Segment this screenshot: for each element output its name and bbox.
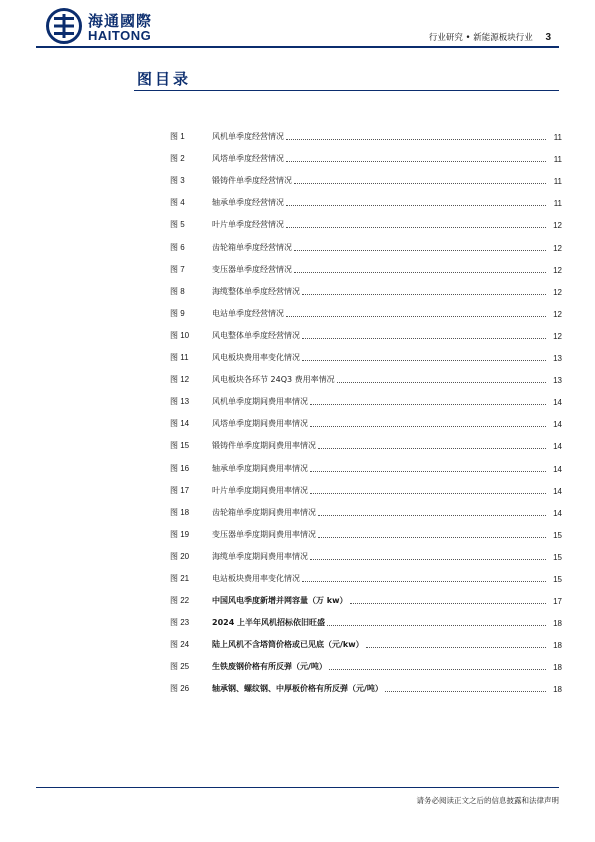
figure-title: 变压器单季度期间费用率情况 [212,529,316,539]
figure-number: 图 20 [170,551,190,561]
figure-number: 图 24 [170,640,190,650]
figure-number: 图 11 [170,353,189,363]
leader-dots [310,425,546,427]
haitong-logo-icon [46,8,82,44]
figure-number: 图 22 [170,596,190,606]
leader-dots [302,293,546,295]
figure-title: 生铁废钢价格有所反弹（元/吨） [212,662,327,672]
figure-page-number: 15 [553,552,562,562]
toc-entry[interactable] [170,363,562,385]
figure-title: 风机单季度经营情况 [212,132,284,142]
figure-page-number: 14 [553,464,562,474]
toc-entry[interactable] [170,253,562,275]
figure-number: 图 5 [170,220,185,230]
toc-entry[interactable] [170,474,562,496]
toc-entry[interactable] [170,407,562,429]
leader-dots [286,138,546,140]
header-divider [36,46,559,48]
figure-number: 图 12 [170,375,190,385]
leader-dots [318,514,546,516]
figure-title: 齿轮箱单季度经营情况 [212,242,292,252]
figure-title: 轴承单季度经营情况 [212,198,284,208]
figure-list [170,120,562,694]
figure-number: 图 7 [170,264,185,274]
figure-page-number: 12 [553,331,562,341]
figure-title: 齿轮箱单季度期间费用率情况 [212,507,316,517]
toc-entry[interactable] [170,341,562,363]
figure-title: 海缆整体单季度经营情况 [212,286,300,296]
figure-page-number: 11 [553,133,562,143]
toc-entry[interactable] [170,672,562,694]
leader-dots [318,447,546,449]
toc-entry[interactable] [170,584,562,606]
figure-number: 图 25 [170,662,190,672]
figure-title: 电站板块费用率变化情况 [212,573,300,583]
toc-entry[interactable] [170,120,562,142]
figure-number: 图 2 [170,154,185,164]
toc-title: 图目录 [137,70,192,88]
leader-dots [310,558,546,560]
leader-dots [329,668,546,670]
page-number: 3 [545,32,551,43]
figure-title: 电站单季度经营情况 [212,308,284,318]
brand-name-en: HAITONG [88,28,152,43]
footer-divider [36,787,559,788]
toc-entry[interactable] [170,208,562,230]
figure-page-number: 18 [553,685,562,695]
figure-page-number: 13 [553,354,562,364]
figure-title: 风电整体单季度经营情况 [212,330,300,340]
leader-dots [385,690,546,692]
figure-number: 图 3 [170,176,185,186]
figure-title: 叶片单季度期间费用率情况 [212,485,308,495]
toc-entry[interactable] [170,164,562,186]
figure-number: 图 9 [170,308,185,318]
leader-dots [286,226,546,228]
figure-title: 海缆单季度期间费用率情况 [212,551,308,561]
figure-title: 风电板块费用率变化情况 [212,353,300,363]
toc-entry[interactable] [170,297,562,319]
haitong-logo [46,8,196,44]
figure-title: 中国风电季度新增并网容量（万 kw） [212,596,348,606]
leader-dots [310,403,546,405]
figure-page-number: 14 [553,508,562,518]
toc-entry[interactable] [170,319,562,341]
figure-number: 图 4 [170,198,185,208]
figure-title: 2024 上半年风机招标依旧旺盛 [212,618,326,628]
leader-dots [350,602,547,604]
figure-page-number: 12 [553,309,562,319]
title-divider [134,90,559,91]
figure-number: 图 6 [170,242,185,252]
figure-title: 风机单季度期间费用率情况 [212,397,308,407]
figure-title: 风塔单季度期间费用率情况 [212,419,308,429]
toc-entry[interactable] [170,385,562,407]
figure-number: 图 13 [170,397,190,407]
toc-entry[interactable] [170,451,562,473]
toc-entry[interactable] [170,562,562,584]
toc-entry[interactable] [170,496,562,518]
figure-page-number: 12 [553,243,562,253]
figure-number: 图 1 [170,132,185,142]
toc-entry[interactable] [170,650,562,672]
toc-entry[interactable] [170,230,562,252]
figure-number: 图 26 [170,684,190,694]
leader-dots [294,249,546,251]
page-header [0,0,595,50]
leader-dots [294,271,546,273]
leader-dots [302,337,546,339]
figure-number: 图 10 [170,330,190,340]
figure-page-number: 13 [553,376,562,386]
figure-number: 图 23 [170,618,190,628]
leader-dots [294,182,546,184]
toc-entry[interactable] [170,142,562,164]
leader-dots [366,646,546,648]
toc-entry[interactable] [170,275,562,297]
figure-page-number: 18 [553,619,562,629]
leader-dots [310,470,546,472]
figure-page-number: 12 [553,265,562,275]
figure-page-number: 11 [553,199,562,209]
figure-title: 锻铸件单季度期间费用率情况 [212,441,316,451]
leader-dots [302,580,546,582]
figure-page-number: 18 [553,663,562,673]
header-section [429,31,551,43]
toc-entry[interactable] [170,429,562,451]
figure-page-number: 11 [553,177,562,187]
figure-number: 图 8 [170,286,185,296]
figure-title: 风塔单季度经营情况 [212,154,284,164]
toc-entry[interactable] [170,628,562,650]
figure-title: 轴承钢、螺纹钢、中厚板价格有所反弹（元/吨） [212,684,383,694]
figure-number: 图 18 [170,507,190,517]
leader-dots [286,204,546,206]
figure-page-number: 14 [553,398,562,408]
section-label: 行业研究 • 新能源板块行业 [428,33,533,43]
figure-page-number: 12 [553,221,562,231]
figure-page-number: 18 [553,641,562,651]
figure-title: 叶片单季度经营情况 [212,220,284,230]
figure-page-number: 12 [553,287,562,297]
leader-dots [286,160,546,162]
figure-number: 图 14 [170,419,190,429]
figure-page-number: 15 [553,574,562,584]
toc-entry[interactable] [170,606,562,628]
figure-page-number: 17 [553,597,562,607]
figure-title: 陆上风机不含塔筒价格或已见底（元/kw） [212,640,364,650]
brand-name-cn: 海通國際 [88,12,153,30]
figure-title: 轴承单季度期间费用率情况 [212,463,308,473]
toc-entry[interactable] [170,186,562,208]
leader-dots [318,536,546,538]
footer-disclaimer: 请务必阅读正文之后的信息披露和法律声明 [416,796,559,805]
figure-number: 图 19 [170,529,190,539]
leader-dots [337,381,546,383]
toc-entry[interactable] [170,518,562,540]
figure-page-number: 14 [553,420,562,430]
figure-page-number: 15 [553,530,562,540]
figure-number: 图 21 [170,573,190,583]
figure-number: 图 17 [170,485,190,495]
figure-number: 图 16 [170,463,190,473]
leader-dots [302,359,546,361]
leader-dots [310,492,546,494]
figure-number: 图 15 [170,441,190,451]
figure-title: 风电板块各环节 24Q3 费用率情况 [212,375,335,385]
figure-page-number: 14 [553,486,562,496]
leader-dots [286,315,546,317]
leader-dots [327,624,546,626]
figure-title: 锻铸件单季度经营情况 [212,176,292,186]
figure-page-number: 14 [553,442,562,452]
figure-title: 变压器单季度经营情况 [212,264,292,274]
toc-entry[interactable] [170,540,562,562]
figure-page-number: 11 [553,155,562,165]
